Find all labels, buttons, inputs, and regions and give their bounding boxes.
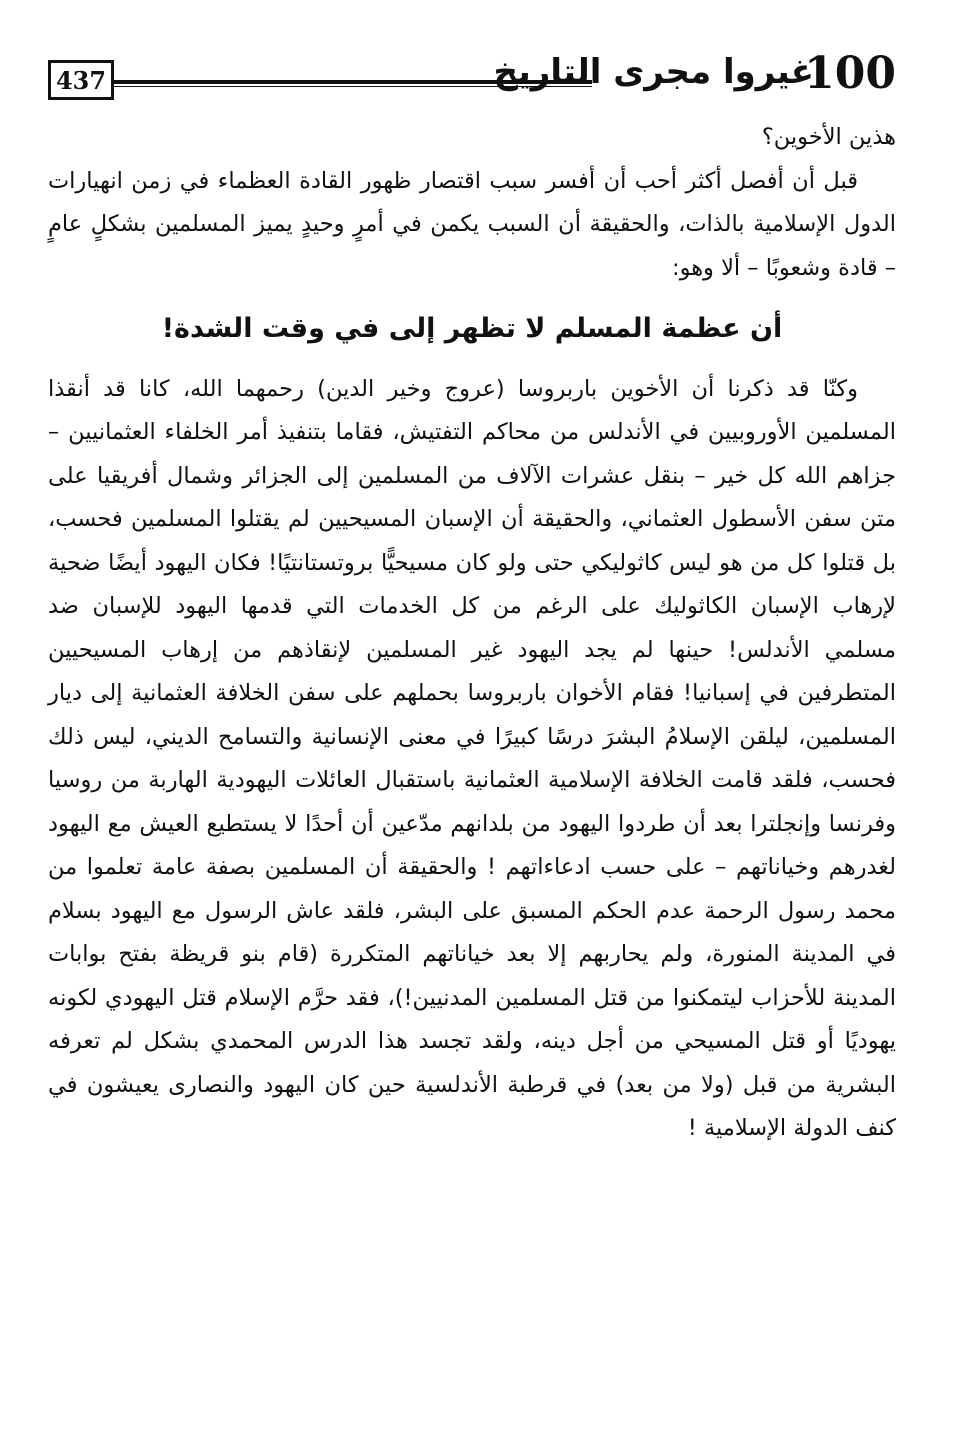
intro-line: هذين الأخوين؟ <box>761 124 896 150</box>
page-body <box>48 116 896 1151</box>
paragraph-1: قبل أن أفصل أكثر أحب أن أفسر سبب اقتصار ظهور القادة العظماء في زمن انهيارات الدول الإسلامية بالذات، والحقيقة أن السبب يكمن في أمرٍ وحيدٍ يميز المسلمين بشكلٍ عامٍ – قادة وشعوبًا – ألا وهو: <box>48 167 896 281</box>
book-number-badge: 100 <box>804 48 896 99</box>
page-header <box>48 48 896 108</box>
page-number: 437 <box>48 60 114 100</box>
section-heading: أن عظمة المسلم لا تظهر إلى في وقت الشدة! <box>161 313 783 344</box>
paragraph-2: وكنّا قد ذكرنا أن الأخوين باربروسا (عروج وخير الدين) رحمهما الله، كانا قد أنقذا المسلمين الأوروبيين في الأندلس من محاكم التفتيش، فقاما بتنفيذ أمر الخلفاء العثمانيين – جزاهم الله كل خير – بنقل عشرات الآلاف من المسلمين إلى الجزائر وشمال أفريقيا على متن سفن الأسطول العثماني، والحقيقة أن الإسبان المسيحيين لم يقتلوا المسلمين فحسب، بل قتلوا كل من هو ليس كاثوليكي حتى ولو كان مسيحيًّا بروتستانتيًا! فكان اليهود أيضًا ضحية لإرهاب الإسبان الكاثوليك على الرغم من كل الخدمات التي قدمها اليهود للإسبان ضد مسلمي الأندلس! حينها لم يجد اليهود غير المسلمين لإنقاذهم من إرهاب المسيحيين المتطرفين في إسبانيا! فقام الأخوان باربروسا بحملهم على سفن الخلافة العثمانية إلى ديار المسلمين، ليلقن الإسلامُ البشرَ درسًا كبيرًا في معنى الإنسانية والتسامح الديني، ليس ذلك فحسب، فلقد قامت الخلافة الإسلامية العثمانية باستقبال العائلات اليهودية الهاربة من روسيا وفرنسا وإنجلترا بعد أن طردوا اليهود من بلدانهم مدّعين أن أحدًا لا يستطيع العيش مع اليهود لغدرهم وخياناتهم – على حسب ادعاءاتهم ! والحقيقة أن المسلمين بصفة عامة تعلموا من محمد رسول الرحمة عدم الحكم المسبق على البشر، فلقد عاش الرسول مع اليهود بسلام في المدينة المنورة، ولم يحاربهم إلا بعد خياناتهم المتكررة (قام بنو قريظة بفتح بوابات المدينة للأحزاب ليتمكنوا من قتل المسلمين المدنيين!)، فقد حرَّم الإسلام قتل اليهودي لكونه يهوديًا أو قتل المسيحي من أجل دينه، ولقد تجسد هذا الدرس المحمدي بشكل لم تعرفه البشرية من قبل (ولا من بعد) في قرطبة الأندلسية حين كان اليهود والنصارى يعيشون في كنف الدولة الإسلامية ! <box>48 375 896 1141</box>
book-title: غيروا مجرى التاريخ <box>493 52 814 92</box>
